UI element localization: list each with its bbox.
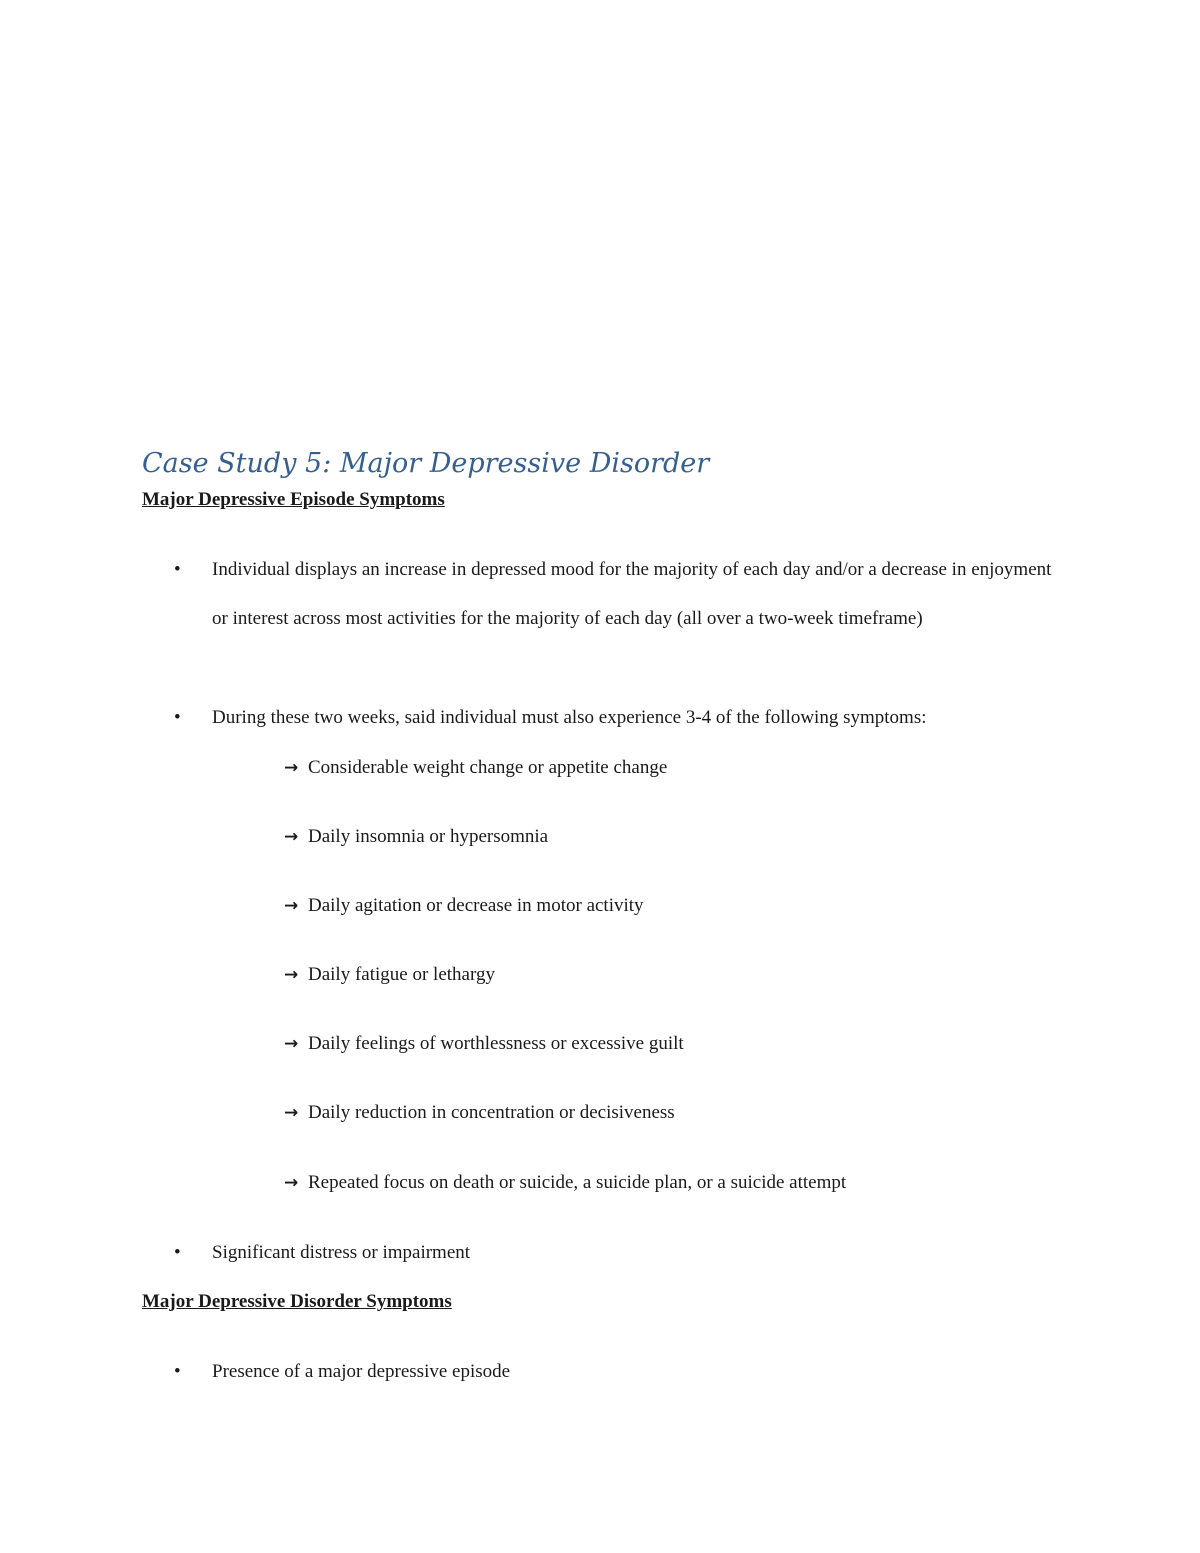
symptom-item	[284, 1100, 675, 1126]
symptom-item	[284, 893, 644, 919]
bullet-icon: •	[174, 559, 181, 580]
arrow-icon: →	[284, 1173, 299, 1193]
section-heading-disorder: Major Depressive Disorder Symptoms	[142, 1291, 452, 1312]
symptom-text: Considerable weight change or appetite change	[308, 757, 668, 778]
arrow-icon: →	[284, 1103, 299, 1123]
bullet-text: Significant distress or impairment	[212, 1242, 471, 1263]
bullet-icon: •	[174, 1361, 181, 1382]
symptom-item	[284, 824, 548, 850]
arrow-icon: →	[284, 965, 299, 985]
symptom-text: Daily insomnia or hypersomnia	[308, 826, 549, 847]
symptom-text: Daily feelings of worthlessness or excessive guilt	[308, 1033, 684, 1054]
symptom-text: Daily reduction in concentration or decisiveness	[308, 1102, 675, 1123]
symptom-item	[284, 1031, 684, 1057]
bullet-icon: •	[174, 707, 181, 728]
section-heading-episode: Major Depressive Episode Symptoms	[142, 489, 445, 510]
symptom-text: Daily fatigue or lethargy	[308, 964, 495, 985]
bullet-item	[174, 693, 1062, 742]
bullet-text: Individual displays an increase in depressed mood for the majority of each day and/or a decrease in enjoyment or interest across most activities for the majority of each day (all over a two-week timeframe)	[212, 559, 1052, 629]
bullet-item	[174, 545, 1062, 643]
bullet-item	[174, 1347, 1062, 1396]
symptom-text: Daily agitation or decrease in motor activity	[308, 895, 644, 916]
arrow-icon: →	[284, 896, 299, 916]
arrow-icon: →	[284, 1034, 299, 1054]
bullet-icon: •	[174, 1242, 181, 1263]
document-title: Case Study 5: Major Depressive Disorder	[142, 448, 710, 479]
arrow-icon: →	[284, 758, 299, 778]
arrow-icon: →	[284, 827, 299, 847]
bullet-text: During these two weeks, said individual must also experience 3-4 of the following symptoms:	[212, 707, 927, 728]
symptom-item	[284, 962, 495, 988]
symptom-item	[284, 755, 667, 781]
symptom-item	[284, 1170, 846, 1196]
symptom-text: Repeated focus on death or suicide, a suicide plan, or a suicide attempt	[308, 1172, 847, 1193]
bullet-text: Presence of a major depressive episode	[212, 1361, 511, 1382]
bullet-item	[174, 1228, 1062, 1277]
